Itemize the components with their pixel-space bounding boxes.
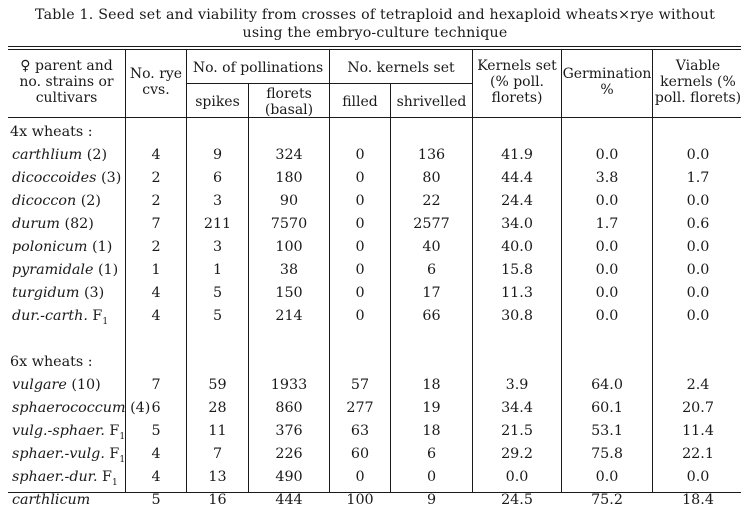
cell-spikes: 9 [212,147,223,163]
cell-germination: 0.0 [595,285,619,301]
header-rule [8,117,741,118]
cell-germination: 0.0 [595,193,619,209]
top-rule-lower [8,49,741,50]
cell-viable: 18.4 [682,492,714,508]
cultivar-name: carthlicum [12,492,91,508]
cell-florets: 444 [275,492,303,508]
cell-germination: 0.0 [595,308,619,324]
cell-filled: 0 [355,216,365,232]
cell-rye: 4 [151,446,161,462]
cell-spikes: 6 [212,170,223,186]
table-caption-line2: using the embryo-culture technique [242,25,508,41]
cell-filled: 0 [355,262,365,278]
header-rye: No. rye cvs. [129,66,183,98]
cell-shrivelled: 22 [422,193,441,209]
cell-florets: 324 [275,147,303,163]
cell-filled: 0 [355,193,365,209]
header-kernels-set: Kernels set (% poll. florets) [477,58,557,106]
cell-germination: 0.0 [595,469,619,485]
header-germination: Germination % [562,66,652,98]
cell-spikes: 5 [212,308,223,324]
cell-germination: 0.0 [595,262,619,278]
cell-florets: 376 [275,423,303,439]
cultivar-name: sphaer.-dur. $F_1$ [12,469,118,488]
cell-germination: 0.0 [595,239,619,255]
cultivar-name: sphaer.-vulg. $F_1$ [12,446,126,465]
cell-florets: 490 [275,469,303,485]
cell-spikes: 3 [212,239,223,255]
header-pollinations: No. of pollinations [192,60,324,76]
cell-shrivelled: 9 [426,492,437,508]
cell-kernels-pct: 41.9 [501,147,533,163]
cell-rye: 7 [151,377,161,393]
cell-kernels-pct: 21.5 [501,423,533,439]
kernels-subrule [330,83,472,84]
cell-filled: 0 [355,469,365,485]
cell-viable: 0.0 [686,262,710,278]
cultivar-name: carthlium (2) [12,147,108,163]
cell-spikes: 59 [208,377,227,393]
cell-filled: 100 [346,492,374,508]
cultivar-name: turgidum (3) [12,285,105,301]
cell-spikes: 7 [212,446,223,462]
cell-kernels-pct: 40.0 [501,239,533,255]
cell-germination: 75.8 [591,446,623,462]
cell-viable: 22.1 [682,446,714,462]
cell-spikes: 1 [212,262,223,278]
cell-kernels-pct: 24.5 [501,492,533,508]
cell-filled: 0 [355,285,365,301]
cell-kernels-pct: 0.0 [505,469,529,485]
header-parent: ♀ parent and no. strains or cultivars [19,58,114,106]
cell-florets: 38 [279,262,299,278]
cell-kernels-pct: 30.8 [501,308,533,324]
cell-rye: 5 [151,492,161,508]
cell-spikes: 211 [203,216,232,232]
cell-filled: 277 [346,400,374,416]
cell-filled: 0 [355,308,365,324]
cell-kernels-pct: 24.4 [501,193,533,209]
cultivar-name: vulg.-sphaer. $F_1$ [12,423,126,442]
cell-kernels-pct: 3.9 [505,377,529,393]
cell-viable: 11.4 [682,423,714,439]
cell-viable: 2.4 [686,377,710,393]
header-kernels: No. kernels set [347,60,455,76]
cell-viable: 20.7 [682,400,714,416]
cell-viable: 0.6 [686,216,710,232]
cell-florets: 7570 [270,216,308,232]
cultivar-name: dicoccoides (3) [12,170,122,186]
cell-viable: 0.0 [686,469,710,485]
cell-shrivelled: 17 [422,285,441,301]
cultivar-name: durum (82) [12,216,94,232]
header-florets: florets (basal) [264,86,314,118]
cell-florets: 1933 [270,377,308,393]
cell-germination: 1.7 [595,216,619,232]
cell-germination: 60.1 [591,400,623,416]
pollinations-subrule [186,83,329,84]
cell-filled: 0 [355,147,365,163]
cell-florets: 100 [275,239,303,255]
cell-viable: 0.0 [686,147,710,163]
cell-viable: 0.0 [686,239,710,255]
cell-kernels-pct: 34.4 [501,400,533,416]
cell-rye: 4 [151,147,161,163]
cultivar-name: pyramidale (1) [12,262,119,278]
header-spikes: spikes [195,94,240,110]
top-rule-upper [8,46,741,47]
cell-germination: 53.1 [591,423,623,439]
cell-shrivelled: 6 [426,446,437,462]
cell-rye: 6 [151,400,161,416]
cell-germination: 3.8 [595,170,619,186]
cell-shrivelled: 80 [422,170,441,186]
cultivar-name: dicoccon (2) [12,193,101,209]
cell-florets: 180 [275,170,303,186]
cell-viable: 0.0 [686,285,710,301]
cell-rye: 5 [151,423,161,439]
cell-spikes: 3 [212,193,223,209]
cell-rye: 2 [151,170,161,186]
cell-germination: 64.0 [591,377,623,393]
header-filled: filled [342,94,378,110]
cell-spikes: 5 [212,285,223,301]
cell-florets: 226 [275,446,303,462]
cell-filled: 0 [355,239,365,255]
cell-spikes: 13 [208,469,227,485]
cell-shrivelled: 66 [422,308,441,324]
cell-germination: 0.0 [595,147,619,163]
cell-germination: 75.2 [591,492,623,508]
cell-shrivelled: 18 [422,423,441,439]
cell-florets: 214 [275,308,303,324]
cell-spikes: 11 [208,423,227,439]
group-label: 6x wheats : [10,354,93,370]
cell-shrivelled: 18 [422,377,441,393]
cell-rye: 4 [151,285,161,301]
cell-shrivelled: 19 [422,400,441,416]
cell-shrivelled: 2577 [413,216,450,232]
cell-spikes: 16 [208,492,227,508]
group-label: 4x wheats : [10,124,93,140]
cell-shrivelled: 6 [426,262,437,278]
cell-shrivelled: 0 [426,469,437,485]
cell-florets: 860 [275,400,303,416]
cell-rye: 2 [151,239,161,255]
cell-florets: 150 [275,285,303,301]
cell-shrivelled: 40 [422,239,441,255]
header-shrivelled: shrivelled [396,94,467,110]
cultivar-name: sphaerococcum (4) [12,400,151,416]
cell-rye: 7 [151,216,161,232]
cultivar-name: dur.-carth. $F_1$ [12,308,109,327]
cell-kernels-pct: 11.3 [501,285,533,301]
cell-kernels-pct: 44.4 [501,170,533,186]
cell-viable: 0.0 [686,193,710,209]
cell-rye: 4 [151,469,161,485]
cell-rye: 4 [151,308,161,324]
cell-shrivelled: 136 [417,147,446,163]
cell-filled: 60 [350,446,370,462]
cell-spikes: 28 [208,400,227,416]
cell-rye: 1 [151,262,161,278]
cell-filled: 0 [355,170,365,186]
cultivar-name: polonicum (1) [12,239,113,255]
cell-filled: 57 [350,377,370,393]
cell-kernels-pct: 15.8 [501,262,533,278]
cell-florets: 90 [279,193,299,209]
cell-viable: 1.7 [686,170,710,186]
cell-kernels-pct: 29.2 [501,446,533,462]
cultivar-name: vulgare (10) [12,377,101,393]
cell-filled: 63 [350,423,370,439]
cell-viable: 0.0 [686,308,710,324]
table-caption-line1: Table 1. Seed set and viability from crosses of tetraploid and hexaploid wheats×rye without [35,7,715,23]
cell-kernels-pct: 34.0 [501,216,533,232]
header-viable: Viable kernels (% poll. florets) [654,58,742,106]
cell-rye: 2 [151,193,161,209]
